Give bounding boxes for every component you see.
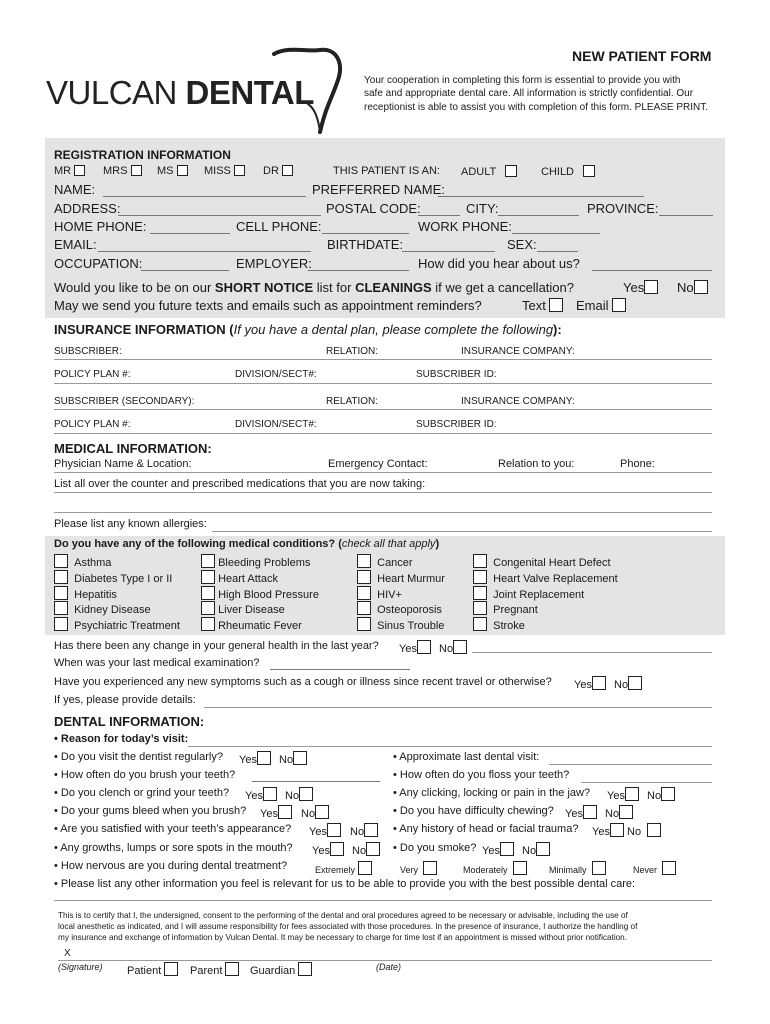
asthma-checkbox[interactable] <box>54 554 68 568</box>
occupation-field[interactable] <box>141 270 229 271</box>
texts-question: May we send you future texts and emails such as appointment reminders? <box>54 298 482 313</box>
work-phone-label: WORK PHONE: <box>418 219 512 234</box>
change-health-no-checkbox[interactable] <box>453 640 467 654</box>
nervous-minimally: Minimally <box>549 861 606 875</box>
gums-no-checkbox[interactable] <box>315 805 329 819</box>
condition-joint: Joint Replacement <box>473 586 584 601</box>
smoke-yes-checkbox[interactable] <box>500 842 514 856</box>
policy-plan-secondary-label: POLICY PLAN #: <box>54 419 131 430</box>
clench-yes: Yes <box>245 787 277 802</box>
condition-bleeding: Bleeding Problems <box>201 554 310 569</box>
employer-field[interactable] <box>308 270 409 271</box>
relation-to-you-label: Relation to you: <box>498 458 575 470</box>
growths-no-checkbox[interactable] <box>366 842 380 856</box>
intro-line-1: Your cooperation in completing this form is essential to provide you with <box>364 75 681 86</box>
how-heard-label: How did you hear about us? <box>418 256 580 271</box>
satisfied-yes: Yes <box>309 823 341 838</box>
home-phone-field[interactable] <box>150 233 230 234</box>
condition-stroke: Stroke <box>473 617 525 632</box>
emergency-contact-label: Emergency Contact: <box>328 458 428 470</box>
title-mrs: MRS <box>103 165 142 177</box>
condition-heart-murmur: Heart Murmur <box>357 570 445 585</box>
intro-line-2: safe and appropriate dental care. All information is strictly confidential. Our <box>364 88 694 99</box>
postal-code-label: POSTAL CODE: <box>326 201 421 216</box>
change-health-question: Has there been any change in your general health in the last year? <box>54 640 379 652</box>
condition-blood-pressure: High Blood Pressure <box>201 586 319 601</box>
satisfied-question: • Are you satisfied with your teeth’s appearance? <box>54 823 292 835</box>
title-ms: MS <box>157 165 188 177</box>
reason-line[interactable] <box>188 746 712 747</box>
patient-option: Patient <box>127 962 178 977</box>
heart-valve-checkbox[interactable] <box>473 570 487 584</box>
condition-hiv: HIV+ <box>357 586 402 601</box>
condition-sinus: Sinus Trouble <box>357 617 444 632</box>
change-health-yes: Yes <box>399 640 431 655</box>
birthdate-label: BIRTHDATE: <box>327 237 404 252</box>
medications-line-1[interactable] <box>54 492 712 493</box>
address-field[interactable] <box>118 215 321 216</box>
email-option: Email <box>576 298 626 313</box>
clicking-question: • Any clicking, locking or pain in the jaw? <box>393 787 591 799</box>
symptoms-question: Have you experienced any new symptoms such as a cough or illness since recent travel or otherwise? <box>54 676 552 688</box>
patient-is-label: THIS PATIENT IS AN: <box>333 165 440 177</box>
clicking-yes: Yes <box>607 787 639 802</box>
pregnant-checkbox[interactable] <box>473 601 487 615</box>
logo-word-dental: DENTAL <box>185 74 314 111</box>
address-label: ADDRESS: <box>54 201 121 216</box>
rheumatic-checkbox[interactable] <box>201 617 215 631</box>
visit-regularly-no: No <box>279 751 307 766</box>
floss-question: • How often do you floss your teeth? <box>393 769 570 781</box>
division-sect-secondary-label: DIVISION/SECT#: <box>235 419 317 430</box>
parent-option: Parent <box>190 962 239 977</box>
gums-no: No <box>301 805 329 820</box>
policy-plan-line[interactable] <box>54 383 712 384</box>
preferred-name-label: PREFFERRED NAME: <box>312 182 445 197</box>
hepatitis-checkbox[interactable] <box>54 586 68 600</box>
short-notice-no: No <box>677 280 708 295</box>
symptoms-no: No <box>614 676 642 691</box>
provide-details-label: If yes, please provide details: <box>54 694 196 706</box>
condition-diabetes: Diabetes Type I or II <box>54 570 172 585</box>
heart-attack-checkbox[interactable] <box>201 570 215 584</box>
how-heard-field[interactable] <box>592 270 712 271</box>
provide-details-line[interactable] <box>204 707 712 708</box>
short-notice-yes: Yes <box>623 280 658 295</box>
head-trauma-no-checkbox[interactable] <box>647 823 661 837</box>
clicking-no-checkbox[interactable] <box>661 787 675 801</box>
policy-plan-label: POLICY PLAN #: <box>54 369 131 380</box>
consent-line-2: local anesthetic as indicated, and I will assume responsibility for fees associated with those procedures. In the presence of insurance, I authorize the handling of <box>58 922 638 931</box>
intro-line-3: receptionist is able to assist you with completion of this form. PLEASE PRINT. <box>364 102 709 113</box>
visit-regularly-question: • Do you visit the dentist regularly? <box>54 751 223 763</box>
consent-line-3: my insurance and exchange of information by Vulcan Dental. It may be necessary to charge for time lost if an appointment is missed without prior notification. <box>58 933 628 942</box>
last-exam-field[interactable] <box>270 669 410 670</box>
signature-line[interactable] <box>58 960 712 961</box>
sinus-checkbox[interactable] <box>357 617 371 631</box>
allergies-label: Please list any known allergies: <box>54 518 207 530</box>
satisfied-no: No <box>350 823 378 838</box>
approx-last-visit-label: • Approximate last dental visit: <box>393 751 540 763</box>
subscriber-id-secondary-label: SUBSCRIBER ID: <box>416 419 497 430</box>
reason-label: • Reason for today’s visit: <box>54 733 189 745</box>
diabetes-checkbox[interactable] <box>54 570 68 584</box>
floss-line[interactable] <box>581 782 712 783</box>
postal-code-field[interactable] <box>418 215 460 216</box>
short-notice-yes-checkbox[interactable] <box>644 280 658 294</box>
condition-heart-attack: Heart Attack <box>201 570 278 585</box>
condition-hepatitis: Hepatitis <box>54 586 117 601</box>
smoke-question: • Do you smoke? <box>393 842 477 854</box>
growths-yes-checkbox[interactable] <box>330 842 344 856</box>
other-info-question: • Please list any other information you feel is relevant for us to be able to provide you with the best possible dental care: <box>54 878 636 890</box>
satisfied-no-checkbox[interactable] <box>364 823 378 837</box>
condition-asthma: Asthma <box>54 554 111 569</box>
physician-label: Physician Name & Location: <box>54 458 192 470</box>
title-mr: MR <box>54 165 85 177</box>
province-label: PROVINCE: <box>587 201 659 216</box>
signature-label: (Signature) <box>58 962 103 972</box>
condition-pregnant: Pregnant <box>473 601 538 616</box>
last-exam-question: When was your last medical examination? <box>54 657 260 669</box>
smoke-no-checkbox[interactable] <box>536 842 550 856</box>
conditions-question: Do you have any of the following medical conditions? (check all that apply) <box>54 538 440 550</box>
adult-checkbox[interactable] <box>505 165 517 177</box>
nervous-never: Never <box>633 861 676 875</box>
head-trauma-yes: Yes <box>592 823 624 838</box>
occupation-label: OCCUPATION: <box>54 256 143 271</box>
email-label: EMAIL: <box>54 237 97 252</box>
growths-question: • Any growths, lumps or sore spots in the mouth? <box>54 842 293 854</box>
logo-word-vulcan: VULCAN <box>46 74 177 111</box>
short-notice-no-checkbox[interactable] <box>694 280 708 294</box>
nervous-question: • How nervous are you during dental treatment? <box>54 860 288 872</box>
blood-pressure-checkbox[interactable] <box>201 586 215 600</box>
subscriber-id-label: SUBSCRIBER ID: <box>416 369 497 380</box>
chewing-question: • Do you have difficulty chewing? <box>393 805 554 817</box>
chewing-yes-checkbox[interactable] <box>583 805 597 819</box>
policy-plan-secondary-line[interactable] <box>54 433 712 434</box>
title-dr: DR <box>263 165 293 177</box>
condition-osteoporosis: Osteoporosis <box>357 601 442 616</box>
medical-heading: MEDICAL INFORMATION: <box>54 441 212 456</box>
head-trauma-question: • Any history of head or facial trauma? <box>393 823 579 835</box>
date-label: (Date) <box>376 962 402 972</box>
child-option: CHILD <box>541 165 595 178</box>
growths-no: No <box>352 842 380 857</box>
insurance-heading: INSURANCE INFORMATION (If you have a dental plan, please complete the following): <box>54 322 562 337</box>
insurance-company-secondary-label: INSURANCE COMPANY: <box>461 396 575 407</box>
dental-heading: DENTAL INFORMATION: <box>54 714 205 729</box>
change-health-line[interactable] <box>472 652 712 653</box>
registration-heading: REGISTRATION INFORMATION <box>54 148 231 162</box>
name-label: NAME: <box>54 182 96 197</box>
guardian-checkbox[interactable] <box>298 962 312 976</box>
visit-regularly-yes-checkbox[interactable] <box>257 751 271 765</box>
division-sect-label: DIVISION/SECT#: <box>235 369 317 380</box>
tooth-logo-icon <box>268 46 348 136</box>
ms-checkbox[interactable] <box>177 165 188 176</box>
allergies-line[interactable] <box>212 531 712 532</box>
change-health-no: No <box>439 640 467 655</box>
city-field[interactable] <box>498 215 579 216</box>
child-checkbox[interactable] <box>583 165 595 177</box>
cell-phone-field[interactable] <box>322 233 409 234</box>
brush-field[interactable] <box>252 781 380 782</box>
sex-label: SEX: <box>507 237 537 252</box>
subscriber-secondary-line[interactable] <box>54 409 712 410</box>
nervous-moderately: Moderately <box>463 861 527 875</box>
visit-regularly-no-checkbox[interactable] <box>293 751 307 765</box>
smoke-no: No <box>522 842 550 857</box>
satisfied-yes-checkbox[interactable] <box>327 823 341 837</box>
medications-label: List all over the counter and prescribed medications that you are now taking: <box>54 478 426 490</box>
guardian-option: Guardian <box>250 962 312 977</box>
phone-label: Phone: <box>620 458 655 470</box>
parent-checkbox[interactable] <box>225 962 239 976</box>
bleeding-checkbox[interactable] <box>201 554 215 568</box>
text-checkbox[interactable] <box>549 298 563 312</box>
province-field[interactable] <box>659 215 713 216</box>
clench-question: • Do you clench or grind your teeth? <box>54 787 230 799</box>
very-checkbox[interactable] <box>423 861 437 875</box>
subscriber-secondary-label: SUBSCRIBER (SECONDARY): <box>54 396 195 407</box>
mr-checkbox[interactable] <box>74 165 85 176</box>
clicking-no: No <box>647 787 675 802</box>
condition-cancer: Cancer <box>357 554 413 569</box>
condition-psychiatric: Psychiatric Treatment <box>54 617 180 632</box>
condition-congenital: Congenital Heart Defect <box>473 554 611 569</box>
relation-secondary-label: RELATION: <box>326 396 379 407</box>
condition-liver: Liver Disease <box>201 601 285 616</box>
stroke-checkbox[interactable] <box>473 617 487 631</box>
chewing-yes: Yes <box>565 805 597 820</box>
name-field[interactable] <box>103 196 306 197</box>
short-notice-question: Would you like to be on our SHORT NOTICE list for CLEANINGS if we get a cancellation? <box>54 280 574 295</box>
cancer-checkbox[interactable] <box>357 554 371 568</box>
symptoms-yes-checkbox[interactable] <box>592 676 606 690</box>
condition-kidney: Kidney Disease <box>54 601 151 616</box>
smoke-yes: Yes <box>482 842 514 857</box>
mrs-checkbox[interactable] <box>131 165 142 176</box>
birthdate-field[interactable] <box>402 251 495 252</box>
employer-label: EMPLOYER: <box>236 256 312 271</box>
miss-checkbox[interactable] <box>234 165 245 176</box>
consent-line-1: This is to certify that I, the undersigned, consent to the performing of the dental and oral procedures agreed to be necessary or advisable, including the use of <box>58 911 628 920</box>
chewing-no-checkbox[interactable] <box>619 805 633 819</box>
symptoms-no-checkbox[interactable] <box>628 676 642 690</box>
head-trauma-yes-checkbox[interactable] <box>610 823 624 837</box>
sex-field[interactable] <box>537 251 578 252</box>
psychiatric-checkbox[interactable] <box>54 617 68 631</box>
growths-yes: Yes <box>312 842 344 857</box>
head-trauma-no: No <box>627 823 661 838</box>
home-phone-label: HOME PHONE: <box>54 219 147 234</box>
condition-heart-valve: Heart Valve Replacement <box>473 570 618 585</box>
hiv-checkbox[interactable] <box>357 586 371 600</box>
minimally-checkbox[interactable] <box>592 861 606 875</box>
subscriber-label: SUBSCRIBER: <box>54 346 122 357</box>
osteoporosis-checkbox[interactable] <box>357 601 371 615</box>
extremely-checkbox[interactable] <box>358 861 372 875</box>
kidney-checkbox[interactable] <box>54 601 68 615</box>
clench-yes-checkbox[interactable] <box>263 787 277 801</box>
form-title: NEW PATIENT FORM <box>572 48 712 64</box>
city-label: CITY: <box>466 201 499 216</box>
liver-checkbox[interactable] <box>201 601 215 615</box>
nervous-very: Very <box>400 861 437 875</box>
work-phone-field[interactable] <box>512 233 600 234</box>
never-checkbox[interactable] <box>662 861 676 875</box>
visit-regularly-yes: Yes <box>239 751 271 766</box>
patient-checkbox[interactable] <box>164 962 178 976</box>
email-checkbox[interactable] <box>612 298 626 312</box>
signature-x: X <box>64 948 71 959</box>
nervous-extremely: Extremely <box>315 861 372 875</box>
adult-option: ADULT <box>461 165 517 178</box>
heart-murmur-checkbox[interactable] <box>357 570 371 584</box>
dr-checkbox[interactable] <box>282 165 293 176</box>
insurance-company-label: INSURANCE COMPANY: <box>461 346 575 357</box>
text-option: Text <box>522 298 563 313</box>
moderately-checkbox[interactable] <box>513 861 527 875</box>
title-miss: MISS <box>204 165 245 177</box>
cell-phone-label: CELL PHONE: <box>236 219 322 234</box>
brush-question: • How often do you brush your teeth? <box>54 769 236 781</box>
relation-label: RELATION: <box>326 346 379 357</box>
physician-line[interactable] <box>54 472 712 473</box>
chewing-no: No <box>605 805 633 820</box>
clench-no-checkbox[interactable] <box>299 787 313 801</box>
medications-line-2[interactable] <box>54 512 712 513</box>
condition-rheumatic: Rheumatic Fever <box>201 617 302 632</box>
gums-question: • Do your gums bleed when you brush? <box>54 805 247 817</box>
change-health-yes-checkbox[interactable] <box>417 640 431 654</box>
gums-yes-checkbox[interactable] <box>278 805 292 819</box>
subscriber-line[interactable] <box>54 359 712 360</box>
joint-checkbox[interactable] <box>473 586 487 600</box>
email-field[interactable] <box>98 251 311 252</box>
clicking-yes-checkbox[interactable] <box>625 787 639 801</box>
other-info-line[interactable] <box>54 900 712 901</box>
preferred-name-field[interactable] <box>438 196 644 197</box>
congenital-checkbox[interactable] <box>473 554 487 568</box>
approx-last-visit-line[interactable] <box>549 764 712 765</box>
gums-yes: Yes <box>260 805 292 820</box>
clench-no: No <box>285 787 313 802</box>
symptoms-yes: Yes <box>574 676 606 691</box>
